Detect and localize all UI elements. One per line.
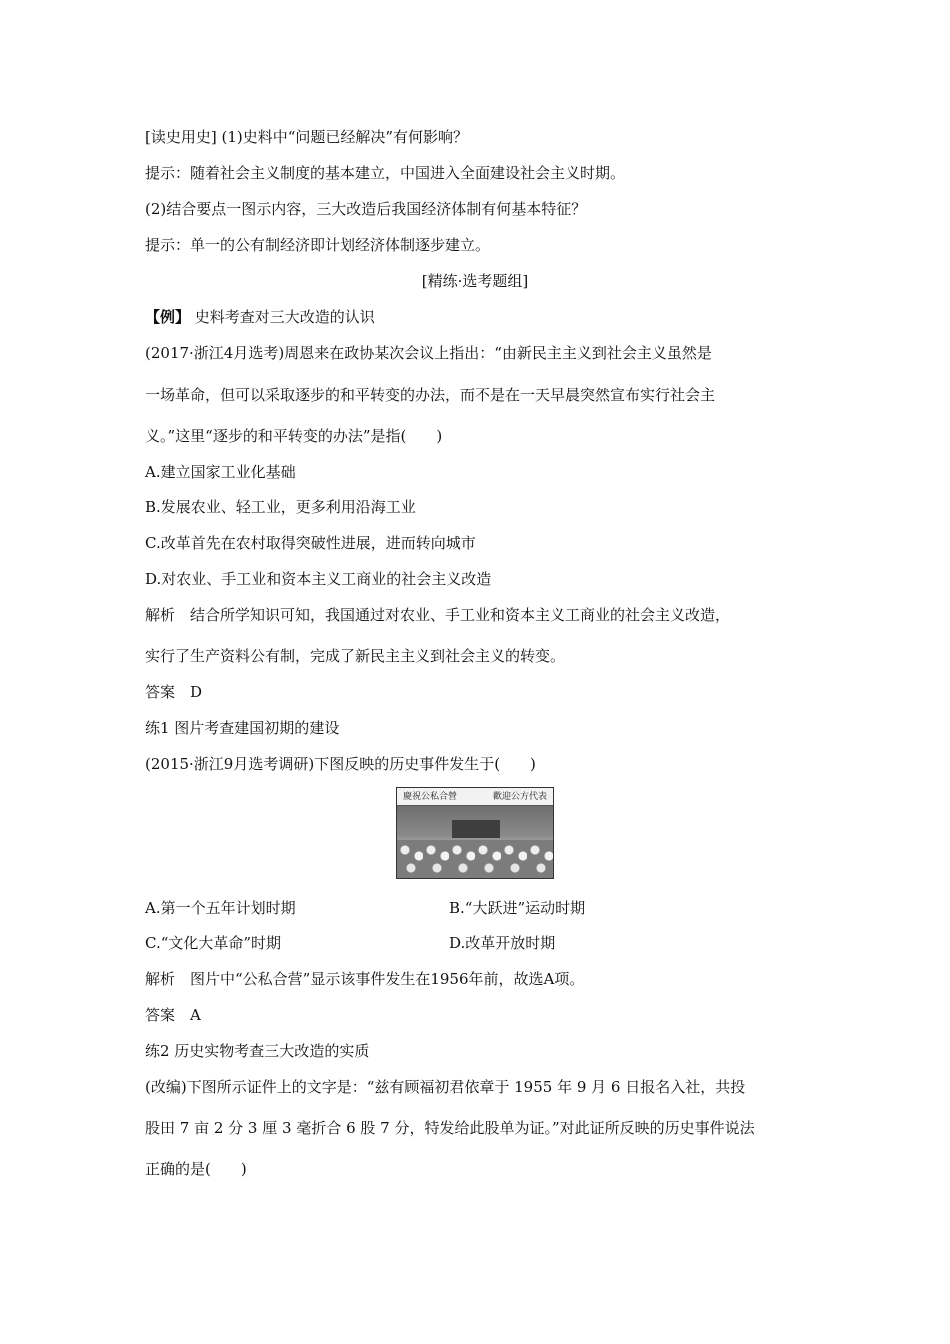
example-heading — [145, 307, 375, 327]
practice-1-option-a: A.第一个五年计划时期 — [145, 899, 296, 917]
practice-2-question-line-3: 正确的是( ) — [145, 1160, 247, 1178]
question-1-explanation-line-1: 解析 结合所学知识可知，我国通过对农业、手工业和资本主义工商业的社会主义改造， — [145, 606, 731, 624]
photo-scene — [397, 806, 553, 879]
practice-1-explanation: 解析 图片中“公私合营”显示该事件发生在1956年前，故选A项。 — [145, 970, 585, 988]
practice-1-title: 练1 图片考查建国初期的建设 — [145, 719, 340, 737]
section-heading: [精练·选考题组] — [421, 272, 529, 290]
practice-1-question: (2015·浙江9月选考调研)下图反映的历史事件发生于( ) — [145, 755, 536, 773]
practice-1-answer: 答案 A — [145, 1006, 201, 1024]
practice-2-title: 练2 历史实物考查三大改造的实质 — [145, 1042, 370, 1060]
question-1-option-a: A.建立国家工业化基础 — [145, 463, 296, 481]
photo-banner-left: 慶祝公私合營 — [403, 792, 458, 802]
question-1-answer: 答案 D — [145, 683, 203, 701]
photo-stage — [452, 820, 500, 838]
practice-1-option-c: C.“文化大革命”时期 — [145, 934, 282, 952]
hint-2: 提示：单一的公有制经济即计划经济体制逐步建立。 — [145, 236, 491, 254]
reading-question-1: [读史用史] (1)史料中“问题已经解决”有何影响？ — [145, 128, 469, 146]
practice-2-question-line-2: 股田 7 亩 2 分 3 厘 3 毫折合 6 股 7 分，特发给此股单为证。”对此证所反映的历史事件说法 — [145, 1119, 755, 1137]
question-1-line-1: (2017·浙江4月选考)周恩来在政协某次会议上指出：“由新民主主义到社会主义虽然是 — [145, 344, 712, 362]
practice-2-question-line-1: (改编)下图所示证件上的文字是：“兹有顾福初君依章于 1955 年 9 月 6 日报名入社，共投 — [145, 1078, 746, 1096]
question-1-line-3: 义。”这里“逐步的和平转变的办法”是指( ) — [145, 427, 443, 445]
question-1-explanation-line-2: 实行了生产资料公有制，完成了新民主主义到社会主义的转变。 — [145, 647, 566, 665]
question-1-option-c: C.改革首先在农村取得突破性进展，进而转向城市 — [145, 534, 476, 552]
photo-crowd — [397, 840, 553, 879]
question-1-option-d: D.对农业、手工业和资本主义工商业的社会主义改造 — [145, 570, 492, 588]
reading-question-2: (2)结合要点一图示内容，三大改造后我国经济体制有何基本特征？ — [145, 200, 587, 218]
photo-banner — [397, 788, 553, 806]
historical-photo — [396, 787, 554, 879]
question-1-option-b: B.发展农业、轻工业，更多利用沿海工业 — [145, 498, 416, 516]
photo-banner-right: 歡迎公方代表 — [492, 792, 547, 802]
example-tag: 【例】 — [145, 308, 191, 326]
hint-1: 提示：随着社会主义制度的基本建立，中国进入全面建设社会主义时期。 — [145, 164, 626, 182]
practice-1-option-d: D.改革开放时期 — [449, 934, 556, 952]
example-title: 史料考查对三大改造的认识 — [190, 308, 375, 326]
practice-1-option-b: B.“大跃进”运动时期 — [449, 899, 586, 917]
question-1-line-2: 一场革命，但可以采取逐步的和平转变的办法，而不是在一天早晨突然宣布实行社会主 — [145, 386, 716, 404]
